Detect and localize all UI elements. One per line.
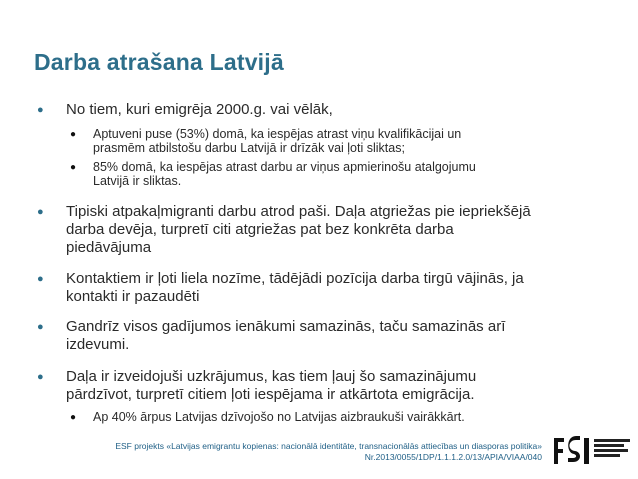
- sub-bullet-icon: ●: [70, 129, 77, 140]
- logo-mark-icon: [554, 436, 590, 466]
- institute-logo: [554, 436, 632, 466]
- bullet-icon: ●: [37, 206, 44, 218]
- bullet-text-cont: kontakti ir pazaudēti: [66, 288, 200, 305]
- sub-bullet-text: 85% domā, ka iespējas atrast darbu ar viņus apmierinošu atalgojumu: [93, 160, 476, 174]
- sub-bullet-text-cont: prasmēm atbilstošu darbu Latvijā ir drīzāk vai ļoti sliktas;: [93, 141, 405, 155]
- footer-project-line: ESF projekts «Latvijas emigrantu kopienas: nacionālā identitāte, transnacionālās attiecības un diasporas politika»: [115, 441, 542, 451]
- bullet-icon: ●: [37, 321, 44, 333]
- bullet-text: Tipiski atpakaļmigranti darbu atrod paši. Daļa atgriežas pie iepriekšējā: [66, 203, 531, 220]
- bullet-text-cont: pārdzīvot, turpretī citiem ļoti iespējama ir atkārtota emigrācija.: [66, 386, 475, 403]
- footer-number-line: Nr.2013/0055/1DP/1.1.1.2.0/13/APIA/VIAA/040: [364, 452, 542, 462]
- sub-bullet-text: Ap 40% ārpus Latvijas dzīvojošo no Latvijas aizbraukuši vairākkārt.: [93, 410, 465, 424]
- sub-bullet-icon: ●: [70, 412, 77, 423]
- bullet-text: No tiem, kuri emigrēja 2000.g. vai vēlāk,: [66, 101, 333, 118]
- slide-title: Darba atrašana Latvijā: [34, 49, 284, 75]
- bullet-icon: ●: [37, 104, 44, 116]
- bullet-text-cont: darba devēja, turpretī citi atgriežas pat bez konkrēta darba: [66, 221, 454, 238]
- sub-bullet-icon: ●: [70, 162, 77, 173]
- sub-bullet-text: Aptuveni puse (53%) domā, ka iespējas atrast viņu kvalifikācijai un: [93, 127, 462, 141]
- logo-wordmark: [594, 439, 630, 459]
- bullet-icon: ●: [37, 273, 44, 285]
- sub-bullet-text-cont: Latvijā ir sliktas.: [93, 174, 182, 188]
- bullet-text: Daļa ir izveidojuši uzkrājumus, kas tiem ļauj šo samazinājumu: [66, 368, 477, 385]
- bullet-text-cont: izdevumi.: [66, 336, 130, 353]
- bullet-text: Gandrīz visos gadījumos ienākumi samazinās, taču samazinās arī: [66, 318, 506, 335]
- bullet-text: Kontaktiem ir ļoti liela nozīme, tādējādi pozīcija darba tirgū vājinās, ja: [66, 270, 524, 287]
- bullet-text-cont: piedāvājuma: [66, 239, 152, 256]
- footer: [72, 441, 542, 463]
- bullet-icon: ●: [37, 371, 44, 383]
